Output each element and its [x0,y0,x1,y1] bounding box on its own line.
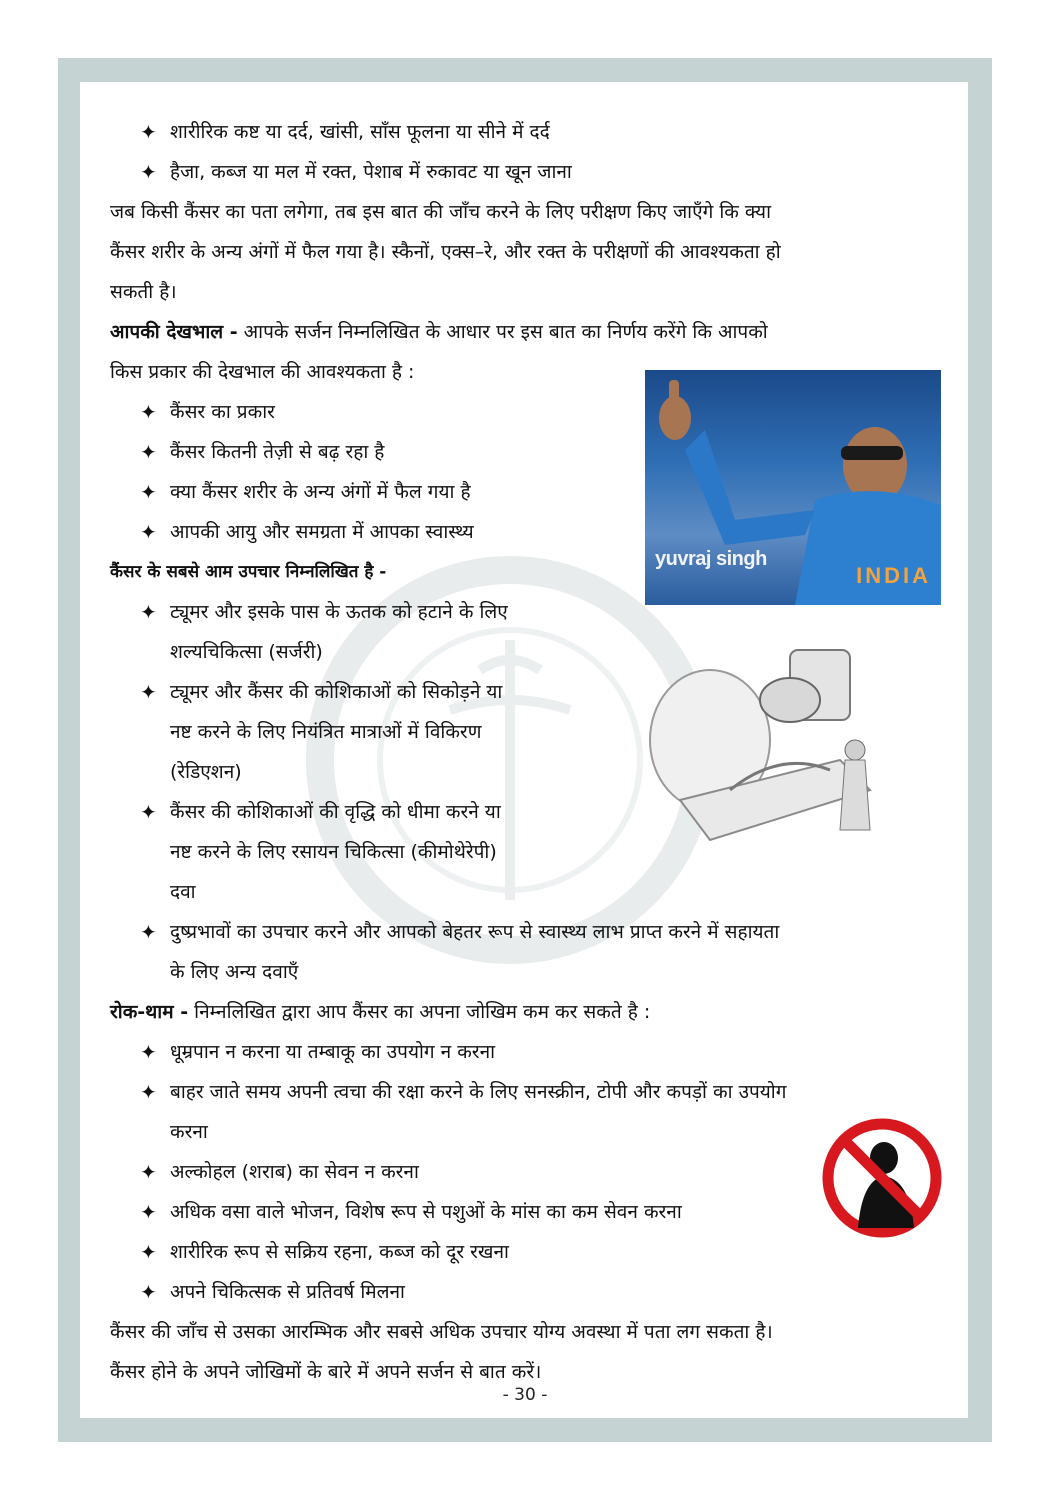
paragraph: कैंसर शरीर के अन्य अंगों में फैल गया है। स्कैनों, एक्स–रे, और रक्त के परीक्षणों की आवश्यकता हो [110,241,781,263]
list-item: ✦ ट्यूमर और कैंसर की कोशिकाओं को सिकोड़ने या नष्ट करने के लिए नियंत्रित मात्राओं में विकिरण (रेडिएशन) [110,672,610,792]
paragraph: सकती है। [110,281,177,303]
treatment-heading: कैंसर के सबसे आम उपचार निम्नलिखित है - [110,562,387,582]
bullet-icon: ✦ [140,120,157,144]
bullet-icon: ✦ [140,1240,157,1264]
care-intro: आपकी देखभाल - आपके सर्जन निम्नलिखित के आधार पर इस बात का निर्णय करेंगे कि आपको [110,321,768,343]
bullet-icon: ✦ [140,1080,157,1104]
bullet-icon: ✦ [140,400,157,424]
jersey-text: INDIA [856,563,931,588]
list-item: ✦ क्या कैंसर शरीर के अन्य अंगों में फैल गया है [110,472,942,512]
list-item: ✦ कैंसर का प्रकार [110,392,942,432]
bullet-icon: ✦ [140,1160,157,1184]
bullet-icon: ✦ [140,160,157,184]
list-item: ✦ धूम्रपान न करना या तम्बाकू का उपयोग न करना [110,1032,942,1072]
page-number: - 30 - [502,1385,548,1405]
bullet-icon: ✦ [140,440,157,464]
bullet-icon: ✦ [140,800,157,824]
list-item: ✦ शारीरिक कष्ट या दर्द, खांसी, साँस फूलना या सीने में दर्द [110,112,942,152]
page-content [110,112,942,1392]
care-label: आपकी देखभाल - [110,321,238,343]
bullet-icon: ✦ [140,680,157,704]
list-item: ✦ अल्कोहल (शराब) का सेवन न करना [110,1152,942,1192]
bullet-icon: ✦ [140,1280,157,1304]
bullet-icon: ✦ [140,920,157,944]
paragraph: जब किसी कैंसर का पता लगेगा, तब इस बात की जाँच करने के लिए परीक्षण किए जाएँगे कि क्या [110,201,772,223]
bullet-icon: ✦ [140,480,157,504]
list-item: ✦ हैजा, कब्ज या मल में रक्त, पेशाब में रुकावट या खून जाना [110,152,942,192]
prevention-label: रोक-थाम - [110,1001,189,1023]
list-item: ✦ दुष्प्रभावों का उपचार करने और आपको बेहतर रूप से स्वास्थ्य लाभ प्राप्त करने में सहायता के लिए अन्य दवाएँ [110,912,942,992]
bullet-icon: ✦ [140,1040,157,1064]
list-item: ✦ कैंसर की कोशिकाओं की वृद्धि को धीमा करने या नष्ट करने के लिए रसायन चिकित्सा (कीमोथेरेपी) दवा [110,792,610,912]
closing-paragraph: कैंसर की जाँच से उसका आरम्भिक और सबसे अधिक उपचार योग्य अवस्था में पता लग सकता है। [110,1321,773,1343]
list-item: ✦ अधिक वसा वाले भोजन, विशेष रूप से पशुओं के मांस का कम सेवन करना [110,1192,942,1232]
list-item: ✦ आपकी आयु और समग्रता में आपका स्वास्थ्य [110,512,942,552]
list-item: ✦ कैंसर कितनी तेज़ी से बढ़ रहा है [110,432,942,472]
closing-paragraph: कैंसर होने के अपने जोखिमों के बारे में अपने सर्जन से बात करें। [110,1361,542,1383]
photo-caption: yuvraj singh [655,548,767,570]
list-item: ✦ शारीरिक रूप से सक्रिय रहना, कब्ज को दूर रखना [110,1232,942,1272]
prevention-intro: रोक-थाम - निम्नलिखित द्वारा आप कैंसर का अपना जोखिम कम कर सकते है : [110,1001,651,1023]
list-item: ✦ अपने चिकित्सक से प्रतिवर्ष मिलना [110,1272,942,1312]
bullet-icon: ✦ [140,1200,157,1224]
list-item: ✦ बाहर जाते समय अपनी त्वचा की रक्षा करने के लिए सनस्क्रीन, टोपी और कपड़ों का उपयोग करना [110,1072,942,1152]
bullet-icon: ✦ [140,520,157,544]
list-item: ✦ ट्यूमर और इसके पास के ऊतक को हटाने के लिए शल्यचिकित्सा (सर्जरी) [110,592,610,672]
care-intro-cont: किस प्रकार की देखभाल की आवश्यकता है : [110,361,415,383]
bullet-icon: ✦ [140,600,157,624]
